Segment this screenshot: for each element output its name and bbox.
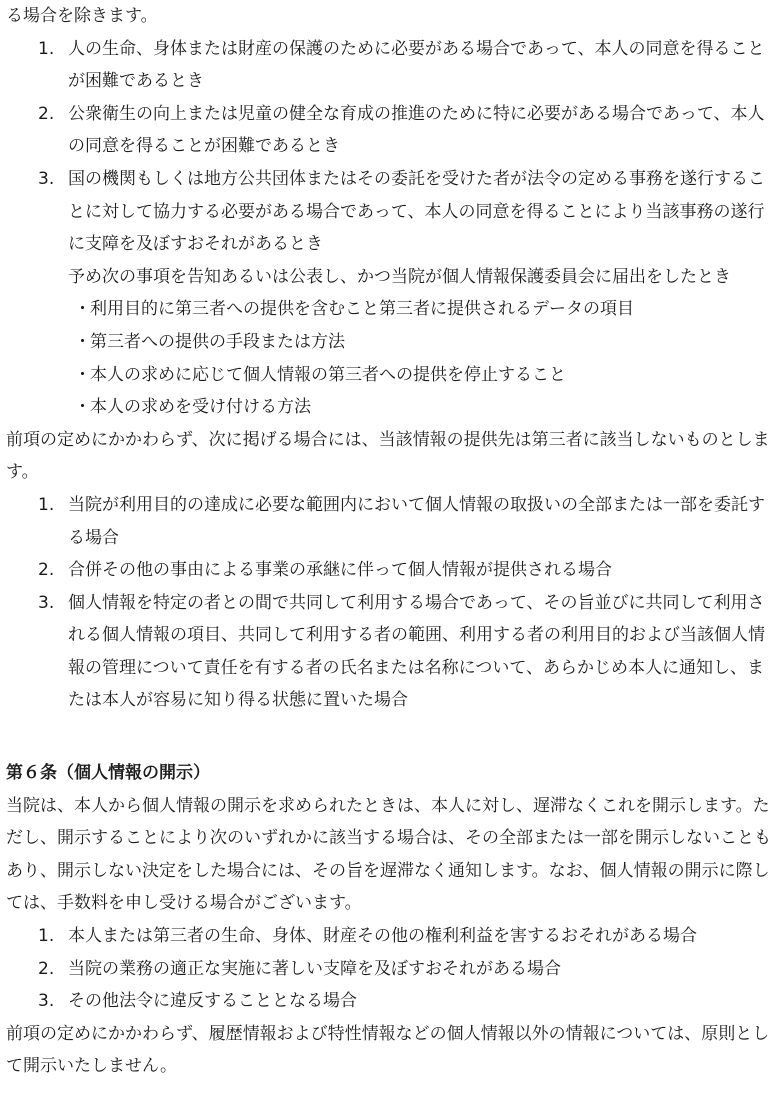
list-item (6, 554, 772, 587)
item-number: 3. (38, 168, 55, 189)
section-gap (6, 717, 772, 757)
section-heading: 第６条（個人情報の開示） (6, 763, 210, 784)
list-item (6, 163, 772, 261)
item-number: 1. (38, 494, 55, 515)
item-number: 2. (38, 958, 55, 979)
bullet-item (6, 359, 772, 392)
item-number: 3. (38, 592, 55, 613)
bullet-marker: ・ (74, 364, 91, 385)
continuation-text: る場合を除きます。 (6, 6, 158, 26)
list-item (6, 98, 772, 163)
item-number: 1. (38, 926, 55, 947)
item-text: 個人情報を特定の者との間で共同して利用する場合であって、その旨並びに共同して利用される個人情報の項目、共同して利用する者の範囲、利用する者の利用目的および当該個人情報の管理について責任を有する者の氏名または名称について、あらかじめ本人に通知し、または本人が容易に知り得る状態に置いた場合 (68, 592, 765, 711)
item-text: 合併その他の事由による事業の承継に伴って個人情報が提供される場合 (68, 560, 612, 581)
bullet-item (6, 293, 772, 326)
item-text: 当院の業務の適正な実施に著しい支障を及ぼすおそれがある場合 (68, 958, 561, 979)
bullet-marker: ・ (74, 331, 91, 352)
section-body: 当院は、本人から個人情報の開示を求められたときは、本人に対し、遅滞なくこれを開示します。ただし、開示することにより次のいずれかに該当する場合は、その全部または一部を開示しないこともあり、開示しない決定をした場合には、その旨を遅滞なく通知します。なお、個人情報の開示に際しては、手数料を申し受ける場合がございます。 (6, 795, 771, 914)
item-text: 当院が利用目的の達成に必要な範囲内において個人情報の取扱いの全部または一部を委託する場合 (68, 494, 765, 548)
item-number: 3. (38, 991, 55, 1012)
item-text: 人の生命、身体または財産の保護のために必要がある場合であって、本人の同意を得ることが困難であるとき (68, 38, 765, 92)
not-third-party-intro: 前項の定めにかかわらず、次に掲げる場合には、当該情報の提供先は第三者に該当しないものとします。 (6, 429, 770, 483)
item-number: 1. (38, 38, 55, 59)
list-item (6, 953, 772, 986)
bullet-item (6, 326, 772, 359)
bullet-marker: ・ (74, 397, 91, 418)
bullet-text: 第三者への提供の手段または方法 (90, 331, 345, 352)
item-number: 2. (38, 560, 55, 581)
closing-text: 前項の定めにかかわらず、履歴情報および特性情報などの個人情報以外の情報については、原則として開示いたしません。 (6, 1023, 770, 1077)
item-text: 公衆衛生の向上または児童の健全な育成の推進のために特に必要がある場合であって、本人の同意を得ることが困難であるとき (68, 103, 765, 157)
bullet-marker: ・ (74, 299, 91, 320)
bullet-text: 本人の求めに応じて個人情報の第三者への提供を停止すること (90, 364, 566, 385)
bullet-item (6, 391, 772, 424)
document-page (6, 0, 772, 1083)
list-item (6, 587, 772, 717)
item-number: 2. (38, 103, 55, 124)
item-text: 本人または第三者の生命、身体、財産その他の権利利益を害するおそれがある場合 (68, 926, 697, 947)
notice-item-list (6, 293, 772, 423)
item-text: その他法令に違反することとなる場合 (68, 991, 357, 1012)
list-item (6, 33, 772, 98)
list-item (6, 489, 772, 554)
item-text: 国の機関もしくは地方公共団体またはその委託を受けた者が法令の定める事務を遂行することに対して協力する必要がある場合であって、本人の同意を得ることにより当該事務の遂行に支障を及ぼすおそれがあるとき (68, 168, 765, 255)
non-disclosure-list (6, 920, 772, 1018)
bullet-text: 利用目的に第三者への提供を含むこと第三者に提供されるデータの項目 (90, 299, 634, 320)
not-third-party-list (6, 489, 772, 717)
bullet-text: 本人の求めを受け付ける方法 (90, 397, 311, 418)
list-item (6, 985, 772, 1018)
exception-list (6, 33, 772, 261)
notice-intro: 予め次の事項を告知あるいは公表し、かつ当院が個人情報保護委員会に届出をしたとき (68, 266, 731, 287)
list-item (6, 920, 772, 953)
